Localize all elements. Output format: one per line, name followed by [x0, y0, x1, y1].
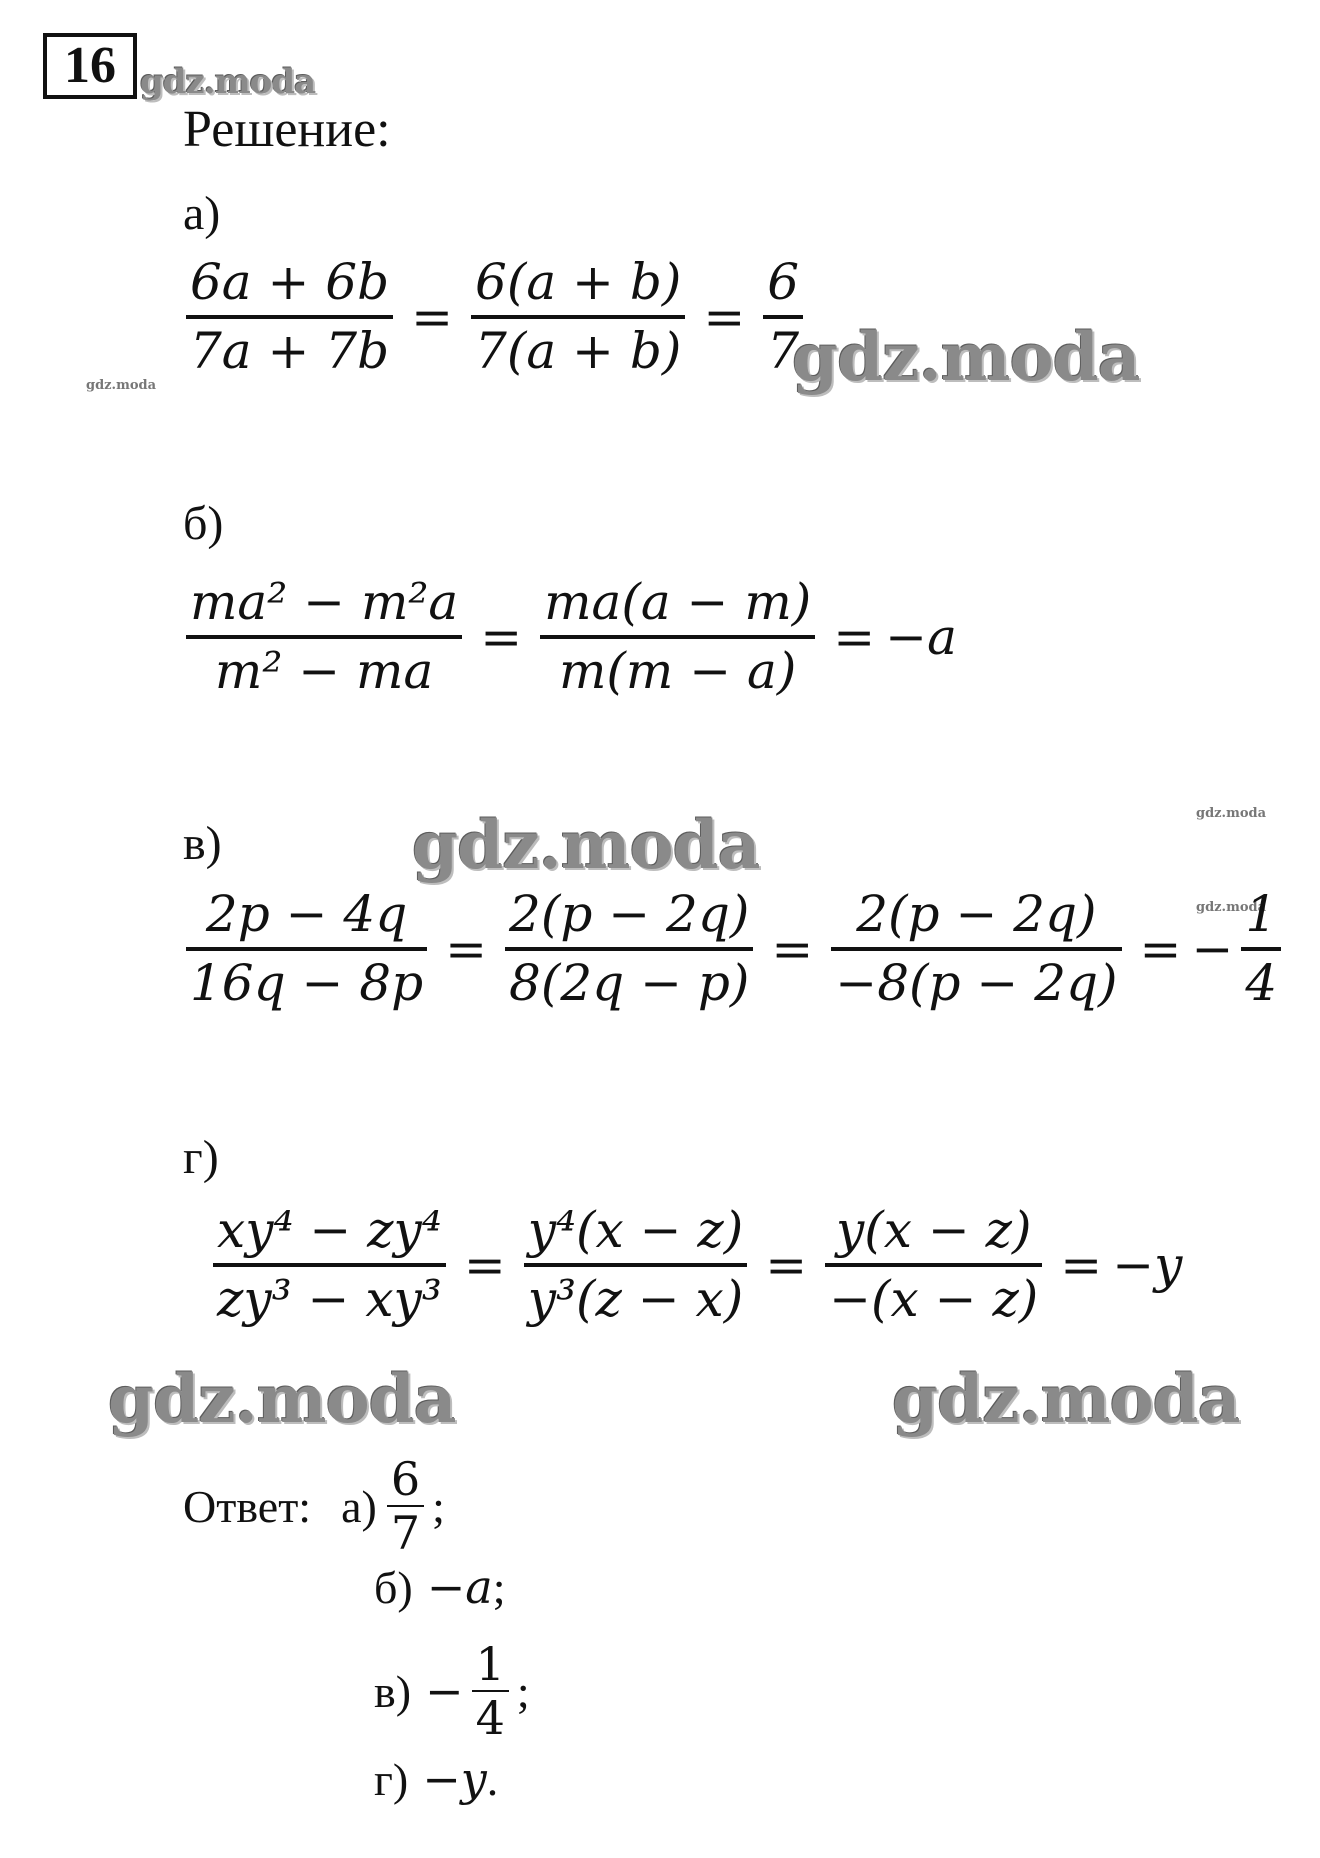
part-g-result: −y	[1112, 1235, 1183, 1294]
part-v-equation	[178, 885, 1289, 1012]
answer-line-b	[374, 1560, 505, 1614]
watermark-a: gdz.moda	[792, 318, 1140, 396]
equals-sign: =	[765, 1235, 808, 1294]
equals-sign: =	[833, 607, 876, 666]
part-a-step-3: $\frac{6}{7}$	[763, 256, 803, 377]
part-g-step-3: $\frac{y(x - z)}{-(x - z)}$	[825, 1204, 1042, 1325]
watermark-small-left: gdz.moda	[86, 378, 157, 393]
answer-label: Ответ:	[183, 1480, 312, 1532]
part-a-step-2: $\frac{6(a + b)}{7(a + b)}$	[471, 256, 685, 377]
solution-heading: Решение:	[183, 101, 391, 158]
watermark-g-left: gdz.moda	[108, 1360, 456, 1438]
answer-g-label: г)	[374, 1753, 409, 1805]
watermark-v: gdz.moda	[412, 806, 760, 884]
problem-number: 16	[43, 33, 137, 99]
answer-b-label: б)	[374, 1561, 413, 1613]
answer-g-value: −y	[422, 1752, 487, 1806]
answer-a-fraction: $\frac{6}{7}$	[387, 1455, 424, 1558]
part-b-step-1: $\frac{\text{ma² − m²a}}{\text{m² − ma}}$	[186, 576, 462, 697]
answer-v-label: в)	[374, 1665, 412, 1717]
answer-v-fraction: $\frac{1}{4}$	[472, 1640, 509, 1743]
part-g-step-1: $\frac{\text{xy⁴ − zy⁴}}{\text{zy³ − xy³}}$	[213, 1204, 446, 1325]
equals-sign: =	[1060, 1235, 1103, 1294]
watermark-top: gdz.moda	[140, 62, 316, 102]
answer-line-v	[374, 1637, 530, 1746]
part-v-result-sign: −	[1191, 919, 1234, 978]
watermark-small-right-1: gdz.moda	[1196, 806, 1267, 821]
answer-a-tail: ;	[432, 1480, 445, 1532]
part-v-label: в)	[183, 817, 222, 870]
part-g-equation	[205, 1201, 1183, 1328]
equals-sign: =	[771, 919, 814, 978]
part-v-step-4: $\frac{1}{4}$	[1241, 888, 1281, 1009]
equals-sign: =	[480, 607, 523, 666]
equals-sign: =	[703, 287, 746, 346]
equals-sign: =	[411, 287, 454, 346]
part-a-equation	[178, 253, 811, 380]
part-a-step-1: $\frac{6a + 6b}{7a + 7b}$	[186, 256, 393, 377]
equals-sign: =	[445, 919, 488, 978]
answer-b-value: −a	[426, 1560, 493, 1614]
answer-line-a	[183, 1452, 445, 1561]
part-v-step-3: $\frac{2(p - 2q)}{-8(p - 2q)}$	[831, 888, 1121, 1009]
answer-g-tail: .	[486, 1753, 499, 1805]
part-v-step-1: $\frac{2p - 4q}{16q - 8p}$	[186, 888, 427, 1009]
part-g-step-2: $\frac{\text{y⁴(x − z)}}{\text{y³(z − x)}}$	[524, 1204, 748, 1325]
part-g-label: г)	[183, 1131, 219, 1184]
watermark-g-right: gdz.moda	[892, 1360, 1240, 1438]
part-b-equation	[178, 573, 957, 700]
part-a-label: а)	[183, 187, 221, 240]
part-b-label: б)	[183, 497, 224, 550]
equals-sign: =	[1139, 919, 1182, 978]
answer-line-g	[374, 1752, 498, 1806]
answer-v-sign: −	[425, 1664, 464, 1719]
watermark-small-right-2: gdz.moda	[1196, 900, 1267, 915]
answer-v-tail: ;	[516, 1665, 530, 1717]
part-b-step-2: $\frac{ma(a - m)}{m(m - a)}$	[540, 576, 815, 697]
part-b-result: −a	[885, 607, 957, 666]
part-v-step-2: $\frac{2(p - 2q)}{8(2q - p)}$	[505, 888, 753, 1009]
answer-b-tail: ;	[492, 1561, 506, 1613]
equals-sign: =	[463, 1235, 506, 1294]
answer-a-label: а)	[341, 1480, 377, 1532]
